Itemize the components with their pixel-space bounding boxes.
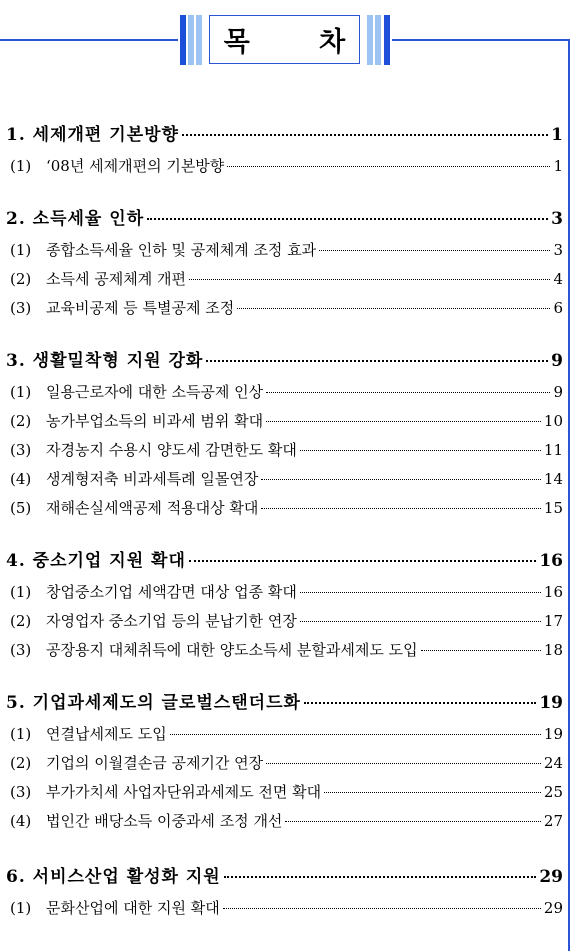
toc-item-row [10, 497, 563, 518]
toc-item-row [10, 239, 563, 260]
page-number: 4 [553, 270, 563, 288]
header-bar [384, 15, 390, 65]
page-number: 11 [543, 441, 563, 459]
item-label [10, 268, 186, 289]
toc-item-row [10, 297, 563, 318]
item-text: 공장용지 대체취득에 대한 양도소득세 분할과세제도 도입 [46, 641, 418, 659]
dot-leader [261, 479, 541, 480]
page-number: 19 [543, 725, 563, 743]
item-label [10, 639, 418, 660]
item-number: (5) [10, 499, 32, 517]
item-label [10, 897, 220, 918]
dot-leader [324, 792, 541, 793]
page-number: 18 [543, 641, 563, 659]
dot-leader [304, 702, 536, 704]
item-label [10, 497, 258, 518]
section-heading: 6. 서비스산업 활성화 지원 [6, 867, 221, 887]
item-text: 창업중소기업 세액감면 대상 업종 확대 [46, 583, 297, 601]
item-text: 연결납세제도 도입 [46, 725, 167, 743]
page-number: 1 [551, 125, 563, 145]
header-line-right [392, 39, 570, 41]
toc-section-row [6, 546, 563, 571]
header-decoration [0, 0, 582, 70]
item-number: (1) [10, 899, 32, 917]
section-heading: 2. 소득세율 인하 [6, 209, 145, 229]
toc-section-row [6, 204, 563, 229]
page-number: 9 [551, 351, 563, 371]
toc-item-row [10, 781, 563, 802]
dot-leader [227, 166, 550, 167]
toc-item-row [10, 897, 563, 918]
item-label [10, 723, 167, 744]
toc-item-row [10, 268, 563, 289]
item-label [10, 752, 263, 773]
page-number: 29 [539, 867, 563, 887]
item-text: 기업의 이월결손금 공제기간 연장 [46, 754, 264, 772]
item-number: (1) [10, 157, 32, 175]
page-number: 25 [543, 783, 563, 801]
item-label [10, 410, 263, 431]
toc-item-row [10, 752, 563, 773]
dot-leader [189, 279, 551, 280]
dot-leader [300, 450, 541, 451]
dot-leader [147, 218, 548, 220]
item-number: (4) [10, 470, 32, 488]
dot-leader [206, 360, 548, 362]
item-number: (2) [10, 412, 32, 430]
item-label [10, 155, 224, 176]
header-bar [375, 15, 381, 65]
page-number: 29 [543, 899, 563, 917]
toc-section-row [6, 346, 563, 371]
section-heading: 4. 중소기업 지원 확대 [6, 551, 186, 571]
toc-section-row [6, 688, 563, 713]
page-number: 10 [543, 412, 563, 430]
toc-item-row [10, 381, 563, 402]
section-heading: 3. 생활밀착형 지원 강화 [6, 351, 204, 371]
item-label [10, 468, 258, 489]
page-number: 3 [553, 241, 563, 259]
item-number: (1) [10, 241, 32, 259]
toc-item-row [10, 581, 563, 602]
item-number: (2) [10, 270, 32, 288]
dot-leader [266, 392, 550, 393]
item-text: 부가가치세 사업자단위과세제도 전면 확대 [46, 783, 322, 801]
toc-item-row [10, 723, 563, 744]
toc-item-row [10, 410, 563, 431]
item-number: (3) [10, 299, 32, 317]
item-number: (2) [10, 754, 32, 772]
dot-leader [224, 876, 537, 878]
item-text: 자경농지 수용시 양도세 감면한도 확대 [46, 441, 297, 459]
item-label [10, 239, 316, 260]
item-text: 재해손실세액공제 적용대상 확대 [46, 499, 259, 517]
dot-leader [237, 308, 550, 309]
dot-leader [223, 908, 541, 909]
dot-leader [182, 134, 548, 136]
page-number: 19 [539, 693, 563, 713]
item-text: 일용근로자에 대한 소득공제 인상 [46, 383, 264, 401]
dot-leader [189, 560, 536, 562]
section-heading: 1. 세제개편 기본방향 [6, 125, 179, 145]
item-label [10, 610, 297, 631]
item-text: ‘08년 세제개편의 기본방향 [46, 157, 225, 175]
page-number: 3 [551, 209, 563, 229]
toc-item-row [10, 468, 563, 489]
item-label [10, 381, 263, 402]
page-number: 14 [543, 470, 563, 488]
item-text: 소득세 공제체계 개편 [46, 270, 186, 288]
item-text: 농가부업소득의 비과세 범위 확대 [46, 412, 264, 430]
page-number: 15 [543, 499, 563, 517]
page-number: 9 [553, 383, 563, 401]
toc-item-row [10, 155, 563, 176]
page-number: 16 [539, 551, 563, 571]
dot-leader [170, 734, 541, 735]
item-label [10, 581, 297, 602]
header-bar [196, 15, 202, 65]
header-line-left [0, 39, 178, 41]
dot-leader [421, 650, 541, 651]
dot-leader [319, 250, 550, 251]
page-title: 목 차 [223, 27, 376, 58]
header-bar [188, 15, 194, 65]
toc-section-row [6, 862, 563, 887]
item-label [10, 781, 321, 802]
header-bar [180, 15, 186, 65]
right-border-line [568, 39, 570, 951]
item-label [10, 439, 297, 460]
page-number: 24 [543, 754, 563, 772]
toc-item-row [10, 810, 563, 831]
toc-item-row [10, 610, 563, 631]
dot-leader [300, 592, 541, 593]
item-number: (3) [10, 783, 32, 801]
item-number: (3) [10, 641, 32, 659]
item-number: (1) [10, 383, 32, 401]
item-text: 생계형저축 비과세특례 일몰연장 [46, 470, 259, 488]
section-heading: 5. 기업과세제도의 글로벌스탠더드화 [6, 693, 301, 713]
page-number: 6 [553, 299, 563, 317]
dot-leader [266, 763, 541, 764]
item-text: 자영업자 중소기업 등의 분납기한 연장 [46, 612, 297, 630]
toc-item-row [10, 439, 563, 460]
item-text: 문화산업에 대한 지원 확대 [46, 899, 220, 917]
item-number: (2) [10, 612, 32, 630]
toc-item-row [10, 639, 563, 660]
item-text: 종합소득세율 인하 및 공제체계 조정 효과 [46, 241, 317, 259]
item-label [10, 810, 282, 831]
item-number: (4) [10, 812, 32, 830]
dot-leader [266, 421, 541, 422]
item-number: (3) [10, 441, 32, 459]
page-number: 17 [543, 612, 563, 630]
item-label [10, 297, 234, 318]
dot-leader [261, 508, 541, 509]
toc-section-row [6, 120, 563, 145]
dot-leader [285, 821, 540, 822]
item-number: (1) [10, 725, 32, 743]
page-number: 1 [553, 157, 563, 175]
item-text: 교육비공제 등 특별공제 조정 [46, 299, 235, 317]
item-number: (1) [10, 583, 32, 601]
title-box [209, 15, 376, 64]
page-number: 16 [543, 583, 563, 601]
page-number: 27 [543, 812, 563, 830]
item-text: 법인간 배당소득 이중과세 조정 개선 [46, 812, 283, 830]
dot-leader [300, 621, 541, 622]
